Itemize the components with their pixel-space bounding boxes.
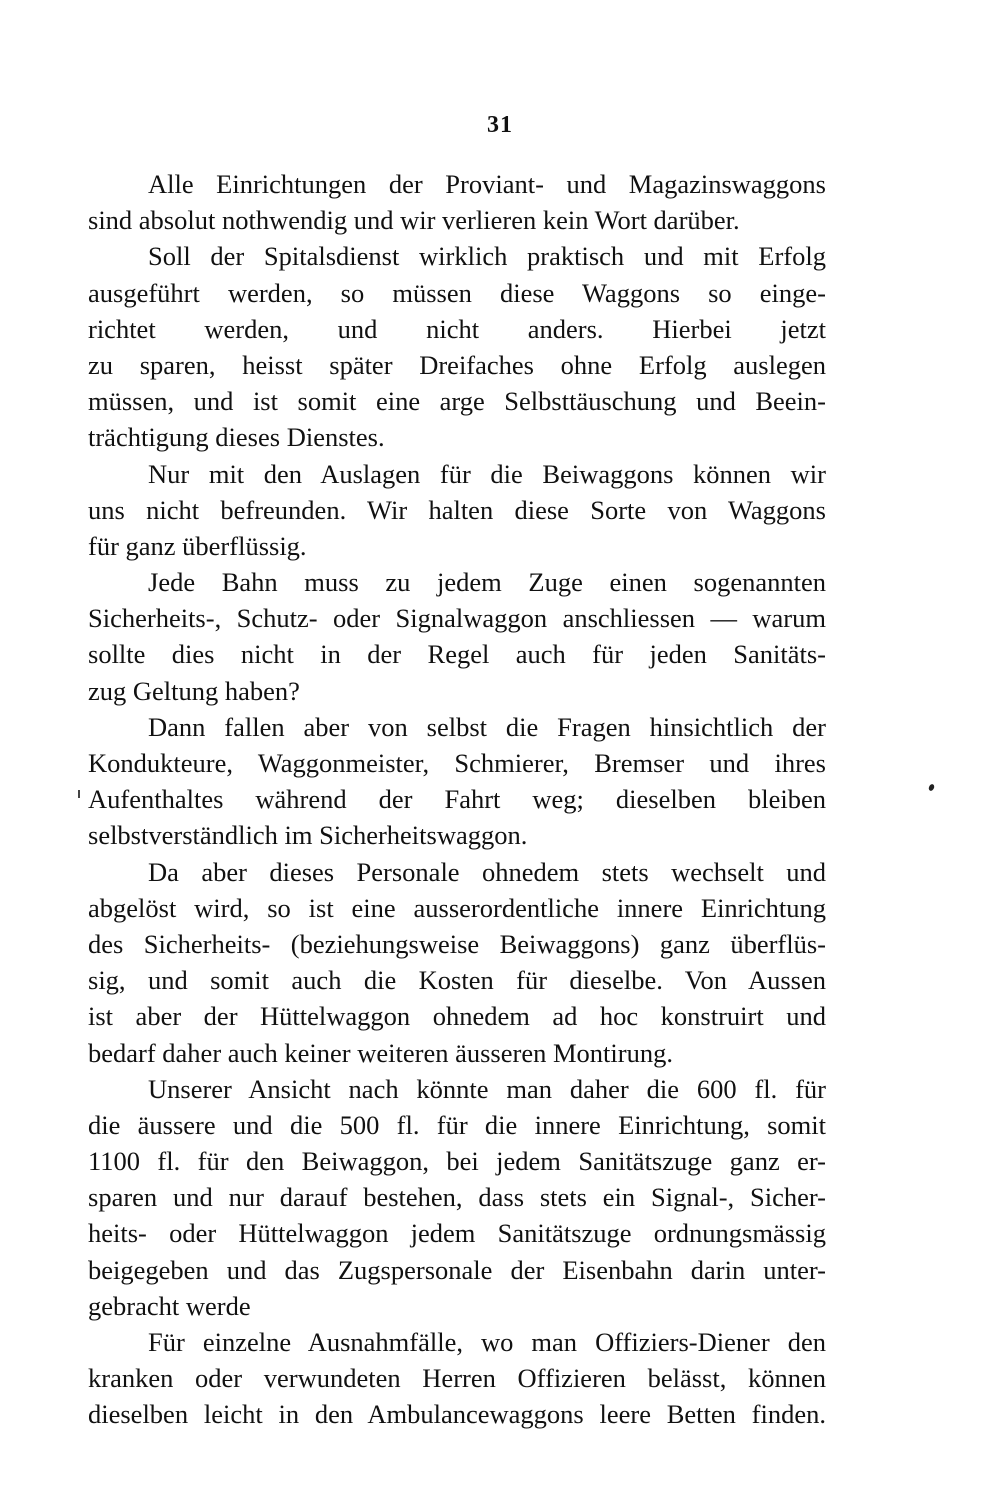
text-line: Da aber dieses Personale ohnedem stets wechselt und — [148, 856, 826, 887]
text-line: Soll der Spitalsdienst wirklich praktisch und mit Erfolg — [148, 241, 826, 272]
page-number: 31 — [487, 112, 513, 138]
text-line: Aufenthaltes während der Fahrt weg; dieselben bleiben — [88, 784, 826, 815]
text-line: Kondukteure, Waggonmeister, Schmierer, Bremser und ihres — [88, 748, 826, 778]
text-line: trächtigung dieses Dienstes. — [88, 422, 385, 453]
text-line: Unserer Ansicht nach könnte man daher die 600 fl. für — [148, 1073, 826, 1104]
text-line: kranken oder verwundeten Herren Offizieren belässt, können — [88, 1363, 826, 1394]
margin-tick-mark — [78, 790, 80, 798]
body-text — [88, 166, 826, 1433]
text-line: 1100 fl. für den Beiwaggon, bei jedem Sanitätszuge ganz er- — [88, 1146, 826, 1177]
text-line: Dann fallen aber von selbst die Fragen hinsichtlich der — [148, 711, 826, 742]
text-line: ausgeführt werden, so müssen diese Waggons so einge- — [88, 277, 826, 308]
text-line: heits- oder Hüttelwaggon jedem Sanitätszuge ordnungsmässig — [88, 1218, 826, 1249]
text-line: uns nicht befreunden. Wir halten diese Sorte von Waggons — [88, 494, 826, 525]
text-line: richtet werden, und nicht anders. Hierbei jetzt — [88, 313, 826, 344]
text-line: ist aber der Hüttelwaggon ohnedem ad hoc konstruirt und — [88, 1001, 826, 1032]
text-line: beigegeben und das Zugspersonale der Eisenbahn darin unter- — [88, 1254, 826, 1285]
text-line: Für einzelne Ausnahmfälle, wo man Offiziers-Diener den — [148, 1327, 826, 1357]
margin-ink-mark — [928, 783, 935, 791]
text-line: für ganz überflüssig. — [88, 530, 307, 561]
text-line: bedarf daher auch keiner weiteren äusseren Montirung. — [88, 1037, 673, 1068]
text-line: Alle Einrichtungen der Proviant- und Magazinswaggons — [148, 169, 826, 199]
text-line: Jede Bahn muss zu jedem Zuge einen sogenannten — [148, 567, 826, 598]
text-line: selbstverständlich im Sicherheitswaggon. — [88, 820, 528, 851]
text-line: gebracht werde — [88, 1290, 251, 1321]
text-line: sparen und nur darauf bestehen, dass stets ein Signal-, Sicher- — [88, 1182, 826, 1213]
text-line: abgelöst wird, so ist eine ausserordentliche innere Einrichtung — [88, 892, 826, 923]
text-line: müssen, und ist somit eine arge Selbsttäuschung und Beein- — [88, 386, 826, 417]
text-line: sollte dies nicht in der Regel auch für jeden Sanitäts- — [88, 639, 826, 670]
text-line: sind absolut nothwendig und wir verlieren kein Wort darüber. — [88, 205, 740, 236]
text-line: des Sicherheits- (beziehungsweise Beiwaggons) ganz überflüs- — [88, 928, 826, 959]
text-line: die äussere und die 500 fl. für die innere Einrichtung, somit — [88, 1109, 826, 1140]
text-line: sig, und somit auch die Kosten für dieselbe. Von Aussen — [88, 965, 826, 996]
text-line: Nur mit den Auslagen für die Beiwaggons können wir — [148, 458, 826, 489]
text-line: Sicherheits-, Schutz- oder Signalwaggon anschliessen — warum — [88, 603, 826, 634]
text-line: zu sparen, heisst später Dreifaches ohne Erfolg auslegen — [88, 349, 826, 380]
text-line: zug Geltung haben? — [88, 675, 300, 706]
text-line: dieselben leicht in den Ambulancewaggons leere Betten finden. — [88, 1399, 826, 1430]
